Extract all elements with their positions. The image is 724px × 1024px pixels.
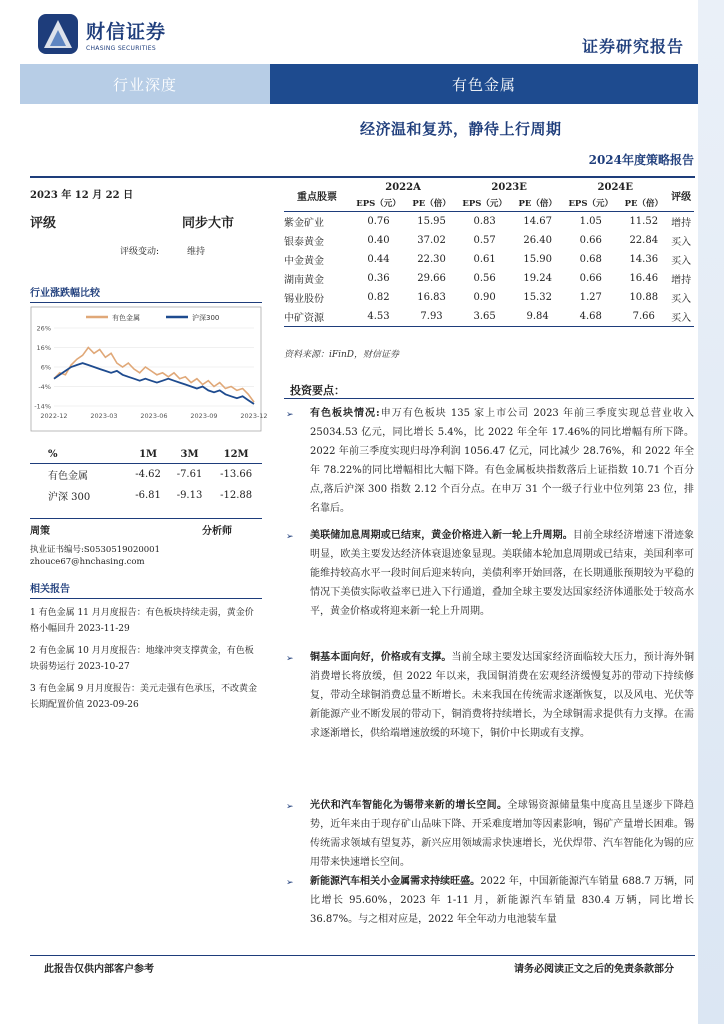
company-logo bbox=[36, 12, 166, 56]
stock-cell: 29.66 bbox=[417, 273, 446, 284]
stock-cell: 买入 bbox=[671, 294, 692, 305]
key-point-head: 美联储加息周期或已结束，黄金价格进入新一轮上升周期。 bbox=[310, 530, 573, 541]
stock-cell: 16.83 bbox=[417, 292, 446, 303]
key-points-title: 投资要点： bbox=[290, 384, 345, 397]
y-tick-label: -4% bbox=[38, 383, 51, 391]
footer-left: 此报告仅供内部客户参考 bbox=[44, 964, 154, 975]
key-point-head: 新能源汽车相关小金属需求持续旺盛。 bbox=[310, 876, 481, 887]
stock-cell: 增持 bbox=[671, 218, 692, 229]
perf-cell: 沪深 300 bbox=[48, 492, 91, 503]
stock-cell: 0.68 bbox=[579, 254, 602, 265]
stock-cell: 0.56 bbox=[473, 273, 496, 284]
table-row bbox=[284, 231, 694, 250]
chart-section-title: 行业涨跌幅比较 bbox=[30, 284, 262, 303]
related-report-item[interactable]: 1 有色金属 11 月月度报告：有色板块持续走弱，黄金价格小幅回升 2023-11-29 bbox=[30, 608, 254, 634]
key-point-item bbox=[284, 526, 694, 621]
table-row bbox=[284, 288, 694, 307]
performance-chart bbox=[30, 306, 268, 432]
stock-cell: 14.67 bbox=[523, 216, 552, 227]
rating-label: 评级 bbox=[30, 216, 57, 231]
divider bbox=[284, 398, 694, 399]
stock-cell: 22.84 bbox=[629, 235, 659, 246]
table-row bbox=[284, 212, 694, 232]
stocks-eps-header: EPS（元） bbox=[562, 195, 619, 212]
logo-mark-icon bbox=[36, 12, 80, 56]
stocks-year: 2023E bbox=[491, 182, 527, 193]
table-row bbox=[30, 464, 262, 486]
perf-cell: -4.62 bbox=[135, 469, 161, 480]
y-tick-label: 6% bbox=[40, 363, 51, 372]
y-tick-label: 16% bbox=[36, 344, 51, 352]
stock-cell: 0.61 bbox=[473, 254, 496, 265]
x-tick-label: 2023-09 bbox=[190, 412, 218, 420]
stock-cell: 0.40 bbox=[367, 235, 390, 246]
key-point-head: 有色板块情况: bbox=[310, 408, 380, 419]
arrow-bullet-icon: ➢ bbox=[286, 654, 294, 664]
table-source: 资料来源：iFinD，财信证券 bbox=[284, 350, 400, 360]
y-tick-label: -14% bbox=[34, 402, 51, 411]
key-point-item bbox=[284, 872, 694, 929]
series-line bbox=[54, 363, 254, 404]
related-report-item[interactable]: 3 有色金属 9 月月度报告：美元走强有色承压，不改黄金长期配置价值 2023-09-26 bbox=[30, 684, 258, 710]
stock-cell: 0.90 bbox=[473, 292, 496, 303]
analyst-cert: 执业证书编号:S0530519020001 bbox=[30, 545, 160, 555]
stock-name-cell: 中金黄金 bbox=[284, 256, 324, 267]
stock-cell: 增持 bbox=[671, 275, 692, 286]
stock-cell: 0.66 bbox=[579, 273, 602, 284]
analyst-block bbox=[30, 518, 262, 567]
analyst-email[interactable]: zhouce67@hnchasing.com bbox=[30, 557, 145, 567]
stock-cell: 16.46 bbox=[629, 273, 659, 284]
performance-table bbox=[30, 446, 262, 506]
stock-cell: 0.57 bbox=[473, 235, 496, 246]
logo-chinese-name: 财信证券 bbox=[86, 20, 167, 43]
banner-industry: 有色金属 bbox=[270, 64, 698, 104]
logo-english-name: CHASING SECURITIES bbox=[86, 44, 156, 52]
key-point-text: 申万有色板块 135 家上市公司 2023 年前三季度实现总营业收入 25034.53 亿元，同比增长 5.4%，比 2022 年全年 17.46%的同比增幅有所下降。2022 年前三季度实现归母净利润 1056.47 亿元，同比减少 28.76%，和 2022 年全年 78.22%的同比增幅相比大幅下降。有色金属板块指数落后上证指数 10.71 个百分点,落后沪深 300 指数 2.12 个百分点。在申万 31 个一级子行业中位列第 23 位，排名靠后。 bbox=[310, 408, 694, 514]
stocks-col-name: 重点股票 bbox=[284, 180, 350, 212]
perf-cell: -9.13 bbox=[176, 490, 203, 501]
stock-cell: 0.83 bbox=[473, 216, 496, 227]
stocks-pe-header: PE（倍） bbox=[619, 195, 668, 212]
key-point-item bbox=[284, 796, 694, 872]
perf-cell: 有色金属 bbox=[48, 471, 88, 482]
stock-name-cell: 中矿资源 bbox=[284, 307, 350, 327]
related-title: 相关报告 bbox=[30, 580, 262, 599]
stock-cell: 15.90 bbox=[523, 254, 552, 265]
stock-cell: 3.65 bbox=[456, 307, 513, 327]
analyst-title: 分析师 bbox=[202, 526, 232, 537]
stock-cell: 9.84 bbox=[513, 307, 562, 327]
perf-header: 1M bbox=[127, 446, 168, 464]
perf-header: % bbox=[30, 446, 127, 464]
stocks-eps-header: EPS（元） bbox=[350, 195, 407, 212]
y-tick-label: 26% bbox=[36, 324, 51, 333]
key-point-item bbox=[284, 648, 694, 743]
legend-label: 有色金属 bbox=[112, 314, 140, 322]
perf-header: 3M bbox=[169, 446, 210, 464]
stock-cell: 0.82 bbox=[367, 292, 390, 303]
stock-cell: 7.66 bbox=[619, 307, 668, 327]
rating-change-value: 维持 bbox=[187, 247, 206, 257]
divider bbox=[30, 955, 695, 956]
rating-change bbox=[30, 244, 262, 257]
x-tick-label: 2023-06 bbox=[140, 412, 168, 420]
stock-cell: 15.95 bbox=[417, 216, 446, 227]
perf-header: 12M bbox=[210, 446, 262, 464]
related-report-item[interactable]: 2 有色金属 10 月月度报告：地缘冲突支撑黄金，有色板块弱势运行 2023-10-27 bbox=[30, 646, 254, 672]
stock-cell: 11.52 bbox=[629, 216, 659, 227]
stocks-col-rating: 评级 bbox=[668, 180, 694, 212]
stocks-pe-header: PE（倍） bbox=[407, 195, 456, 212]
arrow-bullet-icon: ➢ bbox=[286, 532, 294, 542]
stock-name-cell: 紫金矿业 bbox=[284, 218, 324, 229]
footer-right: 请务必阅读正文之后的免责条款部分 bbox=[514, 964, 674, 975]
stocks-year: 2024E bbox=[597, 182, 633, 193]
stock-cell: 0.36 bbox=[367, 273, 390, 284]
stock-cell: 0.66 bbox=[579, 235, 602, 246]
rating-value: 同步大市 bbox=[181, 216, 234, 231]
stock-cell: 19.24 bbox=[523, 273, 552, 284]
stock-cell: 买入 bbox=[671, 237, 692, 248]
divider bbox=[30, 176, 695, 178]
perf-cell: -13.66 bbox=[220, 469, 253, 480]
stock-name-cell: 湖南黄金 bbox=[284, 275, 324, 286]
perf-cell: -7.61 bbox=[176, 469, 203, 480]
performance-chart-svg bbox=[30, 306, 268, 432]
stock-cell: 15.32 bbox=[523, 292, 552, 303]
table-row bbox=[284, 269, 694, 288]
stock-cell: 1.27 bbox=[579, 292, 602, 303]
stocks-eps-header: EPS（元） bbox=[456, 195, 513, 212]
stock-cell: 14.36 bbox=[629, 254, 659, 265]
arrow-bullet-icon: ➢ bbox=[286, 802, 294, 812]
stock-cell: 0.76 bbox=[367, 216, 390, 227]
report-type: 证券研究报告 bbox=[581, 37, 684, 56]
stocks-pe-header: PE（倍） bbox=[513, 195, 562, 212]
x-tick-label: 2023-03 bbox=[90, 412, 118, 420]
legend-label: 沪深300 bbox=[192, 314, 220, 322]
report-date: 2023 年 12 月 22 日 bbox=[30, 190, 134, 201]
table-row bbox=[284, 250, 694, 269]
key-point-text: 目前全球经济增速下滑迹象明显，欧美主要发达经济体衰退迹象显现。美联储本轮加息周期或已结束，美国利率可能维持较高水平一段时间后迎来转向，美债利率开始回落，在长期通胀预期较为平稳的情况下美债实际收益率已进入下行通道，叠加全球主要发达国家经济体通胀处于较高水平，黄金价格或将迎来新一轮上升周期。 bbox=[310, 530, 695, 617]
key-point-head: 铜基本面向好，价格或有支撑。 bbox=[310, 652, 452, 663]
stock-cell: 4.68 bbox=[562, 307, 619, 327]
related-reports bbox=[30, 580, 262, 713]
stock-name-cell: 银泰黄金 bbox=[284, 237, 324, 248]
page-subtitle: 2024年度策略报告 bbox=[588, 153, 694, 167]
key-stocks-table bbox=[284, 180, 694, 327]
banner bbox=[20, 64, 698, 104]
analyst-name: 周策 bbox=[30, 526, 50, 537]
rating-change-label: 评级变动: bbox=[120, 247, 160, 257]
perf-cell: -12.88 bbox=[220, 490, 253, 501]
page-title: 经济温和复苏，静待上行周期 bbox=[360, 120, 562, 138]
stock-cell: 买入 bbox=[671, 256, 692, 267]
key-point-text: 当前全球主要发达国家经济面临较大压力，预计海外铜消费增长将放缓，但 2022 年以来，我国铜消费在宏观经济缓慢复苏的带动下持续修复，带动全球铜消费总量不断增长。未来我国在传统需求逐渐恢复，以及风电、光伏等新能源产业不断发展的带动下，铜消费将持续增长，为全球铜需求提供有力支撑。在需求逐渐增长，供给端增速放缓的环境下，铜价中长期或有支撑。 bbox=[310, 652, 695, 739]
x-tick-label: 2022-12 bbox=[40, 412, 68, 420]
table-row bbox=[284, 307, 694, 327]
stock-cell: 37.02 bbox=[417, 235, 446, 246]
key-point-text: 全球锡资源储量集中度高且呈逐步下降趋势，近年来由于现存矿山品味下降、开采难度增加等因素影响，锡矿产量增长困难。锡传统需求领域有望复苏，新兴应用领域需求快速增长，光伏焊带、汽车智能化为锡的应用带来快速增长空间。 bbox=[310, 800, 695, 868]
key-point-head: 光伏和汽车智能化为锡带来新的增长空间。 bbox=[310, 800, 508, 811]
stock-cell: 0.44 bbox=[367, 254, 390, 265]
arrow-bullet-icon: ➢ bbox=[286, 878, 294, 888]
rating-block bbox=[30, 212, 262, 231]
stock-cell: 买入 bbox=[668, 307, 694, 327]
stocks-year: 2022A bbox=[385, 182, 421, 193]
banner-category: 行业深度 bbox=[20, 64, 270, 104]
table-row bbox=[30, 485, 262, 506]
stock-cell: 7.93 bbox=[407, 307, 456, 327]
stock-cell: 22.30 bbox=[417, 254, 446, 265]
key-point-text: 2022 年，中国新能源汽车销量 688.7 万辆，同比增长 95.60%，2023 年 1-11 月，新能源汽车销量 830.4 万辆，同比增长 36.87%。与之相对应是，2022 年全年动力电池装车量 bbox=[310, 876, 694, 925]
x-tick-label: 2023-12 bbox=[240, 412, 268, 420]
stock-name-cell: 锡业股份 bbox=[284, 294, 324, 305]
perf-cell: -6.81 bbox=[135, 490, 161, 501]
right-edge-stripe bbox=[698, 0, 724, 1024]
stock-cell: 4.53 bbox=[350, 307, 407, 327]
stock-cell: 26.40 bbox=[523, 235, 552, 246]
stock-cell: 1.05 bbox=[579, 216, 602, 227]
arrow-bullet-icon: ➢ bbox=[286, 410, 294, 420]
key-point-item bbox=[284, 404, 694, 518]
stock-cell: 10.88 bbox=[629, 292, 659, 303]
